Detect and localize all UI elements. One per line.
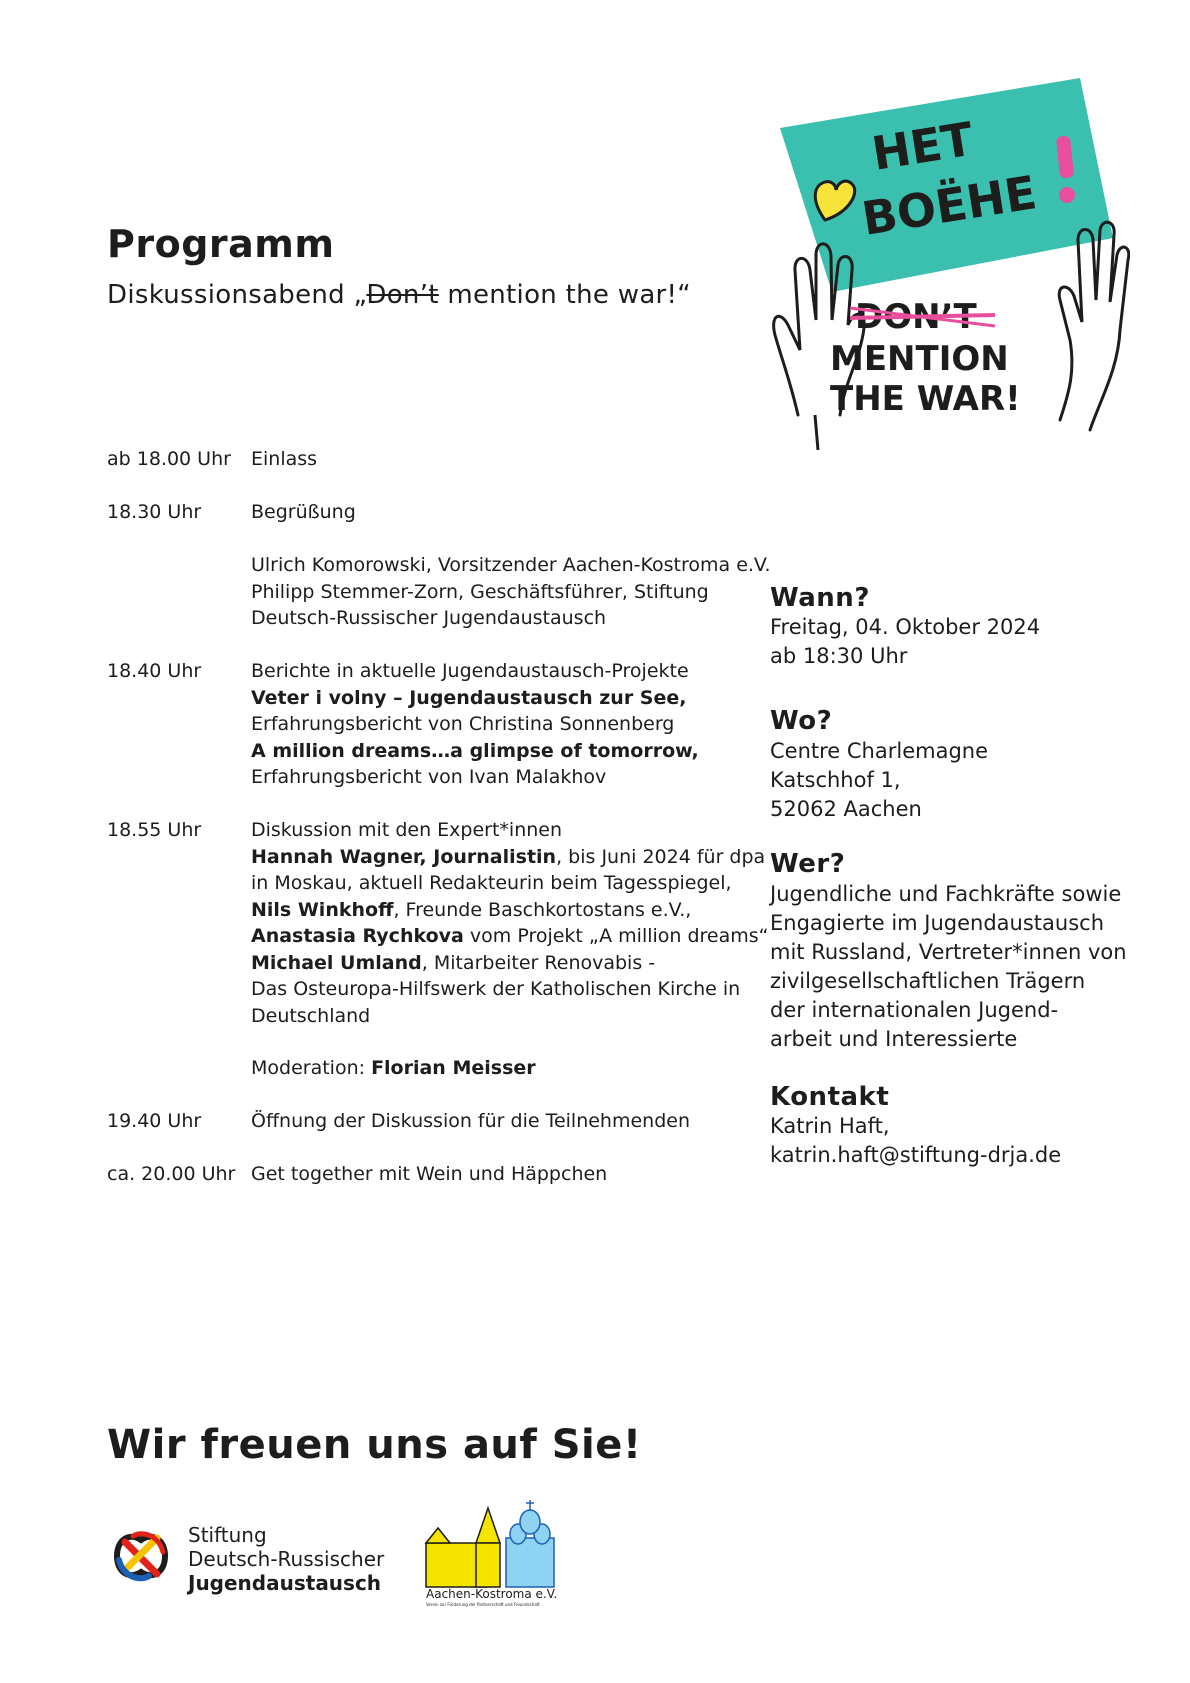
project-title: A million dreams…a glimpse of tomorrow, xyxy=(251,739,699,762)
info-line: 52062 Aachen xyxy=(770,797,922,821)
schedule-time-5: 19.40 Uhr xyxy=(107,1110,202,1132)
protest-sign-illustration xyxy=(770,70,1130,450)
page-title: Programm xyxy=(107,222,335,266)
schedule-line: Diskussion mit den Expert*innen xyxy=(251,819,563,841)
schedule-line xyxy=(251,844,766,871)
schedule-line: Deutschland xyxy=(251,1004,371,1027)
mention-text: MENTION xyxy=(830,339,1009,379)
schedule-desc-6 xyxy=(251,1161,731,1188)
drja-line3: Jugendaustausch xyxy=(188,1571,382,1595)
the-war-text: THE WAR! xyxy=(830,379,1021,419)
info-line: zivilgesellschaftlichen Trägern xyxy=(770,969,1086,993)
schedule-moderation xyxy=(251,1055,731,1082)
drja-line2: Deutsch-Russischer xyxy=(188,1547,385,1571)
schedule-line xyxy=(251,897,731,924)
schedule-line: Deutsch-Russischer Jugendaustausch xyxy=(251,607,607,629)
schedule-greeters xyxy=(251,552,771,632)
schedule-desc-4 xyxy=(251,817,769,1029)
schedule-line: Das Osteuropa-Hilfswerk der Katholischen Kirche in xyxy=(251,978,741,1000)
schedule-time-3: 18.40 Uhr xyxy=(107,660,202,682)
kontakt-text xyxy=(770,1112,1100,1170)
info-line: Katrin Haft, xyxy=(770,1114,890,1138)
schedule-line: Berichte in aktuelle Jugendaustausch-Projekte xyxy=(251,660,689,682)
wann-text xyxy=(770,613,1100,671)
speaker-name: Hannah Wagner, Journalistin xyxy=(251,845,557,868)
speaker-detail: vom Projekt „A million dreams“ xyxy=(463,925,769,947)
schedule-line: Erfahrungsbericht von Christina Sonnenberg xyxy=(251,713,675,735)
info-line: Jugendliche und Fachkräfte sowie xyxy=(770,882,1122,906)
info-line: arbeit und Interessierte xyxy=(770,1027,1018,1051)
closing-statement: Wir freuen uns auf Sie! xyxy=(107,1422,642,1468)
schedule-time-2: 18.30 Uhr xyxy=(107,501,202,523)
schedule-time-6: ca. 20.00 Uhr xyxy=(107,1163,236,1185)
schedule-desc-2 xyxy=(251,499,731,526)
speaker-name: Anastasia Rychkova xyxy=(251,925,464,947)
aachen-kostroma-logo xyxy=(418,1498,568,1608)
ak-logo-sub: Verein zur Förderung der Partnerschaft und Freundschaft xyxy=(426,1602,540,1607)
left-arm-line xyxy=(815,415,818,450)
info-line: Freitag, 04. Oktober 2024 xyxy=(770,615,1041,639)
info-line: mit Russland, Vertreter*innen von xyxy=(770,940,1127,964)
onion-domes-icon xyxy=(506,1500,554,1587)
schedule-line: Get together mit Wein und Häppchen xyxy=(251,1163,608,1185)
schedule-desc-3 xyxy=(251,658,731,791)
schedule-desc-1 xyxy=(251,446,731,473)
wer-text xyxy=(770,880,1127,1054)
info-line: Centre Charlemagne xyxy=(770,739,989,763)
speaker-detail: , Mitarbeiter Renovabis - xyxy=(421,951,656,974)
moderation-label: Moderation: xyxy=(251,1057,372,1079)
speaker-detail: , bis Juni 2024 für dpa xyxy=(556,845,766,868)
speaker-name: Nils Winkhoff xyxy=(251,898,394,921)
info-line: ab 18:30 Uhr xyxy=(770,644,908,668)
ak-logo-name: Aachen-Kostroma e.V. xyxy=(426,1587,558,1601)
drja-logo-text xyxy=(188,1523,384,1595)
kontakt-heading: Kontakt xyxy=(770,1082,890,1112)
exclamation-dot xyxy=(1059,187,1075,203)
schedule-line: in Moskau, aktuell Redakteurin beim Tagesspiegel, xyxy=(251,872,732,894)
page-subtitle xyxy=(107,280,691,310)
speaker-name: Michael Umland xyxy=(251,951,422,974)
drja-logo-icon xyxy=(105,1520,177,1592)
schedule-line: Einlass xyxy=(251,448,318,470)
contact-email-link[interactable]: katrin.haft@stiftung-drja.de xyxy=(770,1143,1062,1167)
subtitle-suffix: mention the war!“ xyxy=(438,280,692,310)
wann-heading: Wann? xyxy=(770,583,870,613)
schedule-line xyxy=(251,950,731,977)
schedule-line: Öffnung der Diskussion für die Teilnehmenden xyxy=(251,1110,691,1132)
wo-text xyxy=(770,737,1100,824)
subtitle-prefix: Diskussionsabend „ xyxy=(107,280,367,310)
schedule-line: Erfahrungsbericht von Ivan Malakhov xyxy=(251,766,607,788)
subtitle-strikethrough: Don’t xyxy=(366,280,439,310)
schedule-time-1: ab 18.00 Uhr xyxy=(107,448,231,470)
schedule-line xyxy=(251,1055,731,1082)
schedule-line xyxy=(251,923,769,950)
right-hand-icon xyxy=(1059,222,1129,430)
schedule-desc-5 xyxy=(251,1108,731,1135)
info-line: der internationalen Jugend- xyxy=(770,998,1059,1022)
project-title: Veter i volny – Jugendaustausch zur See, xyxy=(251,686,687,709)
schedule-line: Ulrich Komorowski, Vorsitzender Aachen-Kostroma e.V. xyxy=(251,554,771,576)
info-line: Katschhof 1, xyxy=(770,768,901,792)
moderator-name: Florian Meisser xyxy=(371,1057,536,1079)
schedule-time-4: 18.55 Uhr xyxy=(107,819,202,841)
schedule-line xyxy=(251,738,731,765)
drja-line1: Stiftung xyxy=(188,1523,267,1547)
info-line: Engagierte im Jugendaustausch xyxy=(770,911,1105,935)
sign-text-line2: BOËHE xyxy=(858,165,1041,246)
schedule-line: Begrüßung xyxy=(251,501,356,523)
schedule-line xyxy=(251,685,731,712)
wer-heading: Wer? xyxy=(770,849,846,879)
sign-text-line1: HET xyxy=(868,111,977,181)
schedule-line: Philipp Stemmer-Zorn, Geschäftsführer, Stiftung xyxy=(251,580,709,603)
speaker-detail: , Freunde Baschkortostans e.V., xyxy=(393,898,692,921)
wo-heading: Wo? xyxy=(770,706,833,736)
